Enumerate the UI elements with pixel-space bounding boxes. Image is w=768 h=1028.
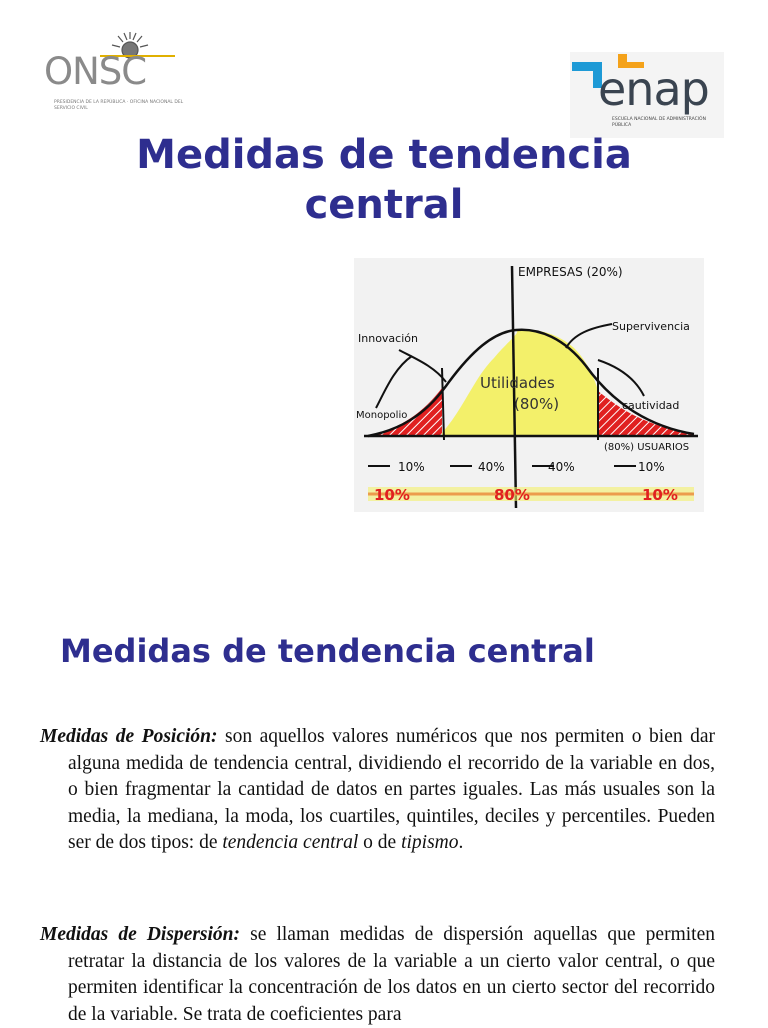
page-title: Medidas de tendencia central (136, 132, 632, 228)
enap-logo (570, 52, 724, 138)
distribution-figure (354, 258, 704, 512)
enap-subtitle: ESCUELA NACIONAL DE ADMINISTRACIÓN PÚBLICA (612, 117, 706, 128)
enap-wordmark: enap (598, 62, 709, 116)
label-utilidades-pct: (80%) (514, 395, 560, 413)
term-dispersion: Medidas de Dispersión: (40, 924, 241, 945)
row1-value: 40% (478, 460, 505, 474)
row1-value: 10% (398, 460, 425, 474)
posicion-em-tendencia: tendencia central (222, 832, 359, 853)
label-supervivencia: Supervivencia (612, 320, 690, 333)
label-cautividad: cautividad (622, 399, 680, 412)
term-posicion: Medidas de Posición: (40, 726, 218, 747)
figure-drawing (354, 258, 704, 512)
row2-value: 80% (494, 486, 530, 504)
label-usuarios: (80%) USUARIOS (604, 442, 690, 453)
label-empresas: EMPRESAS (20%) (518, 265, 623, 279)
label-innovacion: Innovación (358, 332, 418, 345)
posicion-text-3: . (458, 832, 464, 853)
label-utilidades: Utilidades (480, 374, 555, 392)
section-title: Medidas de tendencia central (60, 632, 595, 670)
posicion-text: son aquellos valores numéricos que nos permiten o bien dar alguna medida de tendencia central, dividiendo el recorrido de la variable en dos, o bien fragmentar la cantidad de datos en partes iguales. Las más usuales son la media, la mediana, la moda, los cuartiles, quintiles, deciles y percentiles. Pueden ser de dos tipos: de (68, 726, 716, 853)
onsc-logo (40, 28, 184, 114)
row1-value: 10% (638, 460, 665, 474)
row1-value: 40% (548, 460, 575, 474)
paragraph-dispersion (40, 922, 715, 1028)
paragraph-posicion (40, 724, 715, 857)
posicion-em-tipismo: tipismo (401, 832, 459, 853)
dispersion-text: se llaman medidas de dispersión aquellas que permiten retratar la distancia de los valores de la variable a un cierto valor central, o que permiten identificar la concentración de los datos en un cierto sector del recorrido de la variable. Se trata de coeficientes para (68, 924, 715, 1025)
row2-value: 10% (642, 486, 678, 504)
onsc-wordmark: ONSC (44, 50, 147, 93)
posicion-text-2: o de (358, 832, 402, 853)
onsc-subtitle: PRESIDENCIA DE LA REPÚBLICA · OFICINA NACIONAL DEL SERVICIO CIVIL (54, 100, 184, 111)
row2-value: 10% (374, 486, 410, 504)
label-monopolio: Monopolio (356, 410, 408, 421)
